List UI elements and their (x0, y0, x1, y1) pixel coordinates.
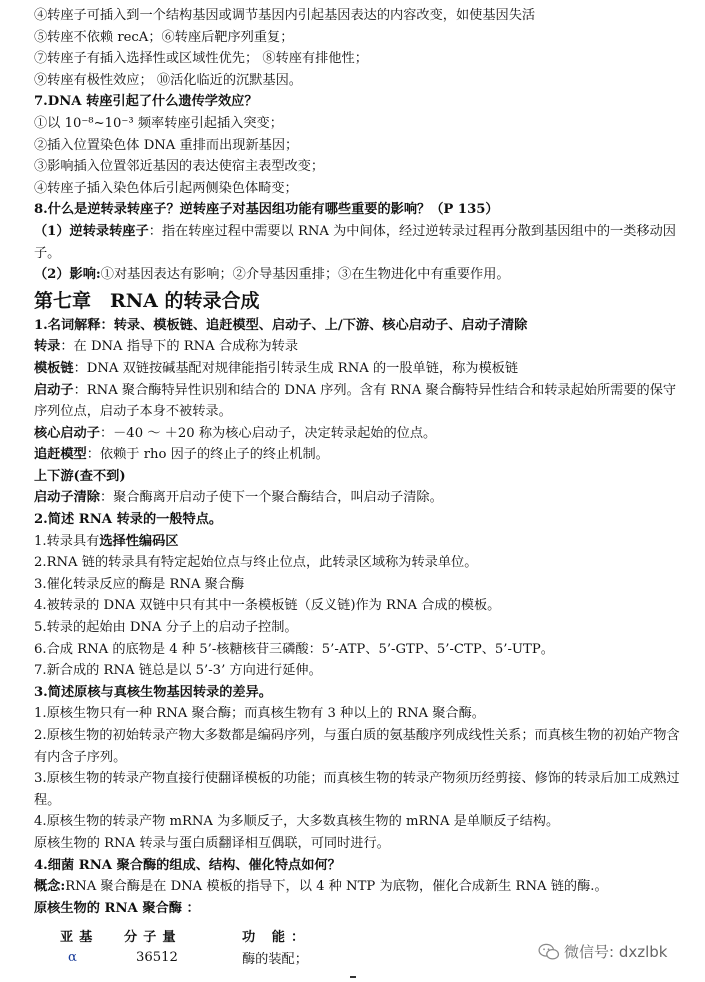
list-item: 2.RNA 链的转录具有特定起始位点与终止位点，此转录区域称为转录单位。 (34, 555, 478, 571)
definition (34, 423, 684, 445)
list-item: 6.合成 RNA 的底物是 4 种 5’-核糖核苷三磷酸：5’-ATP、5’-GTP、5’-CTP、5’-UTP。 (34, 641, 554, 657)
table-header-row (60, 924, 310, 946)
text-line: ⑦转座子有插入选择性或区域性优先； ⑧转座有排他性； (34, 51, 368, 67)
term-label: （1）逆转录转座子 (34, 223, 149, 239)
text-line: ①以 10⁻⁸~10⁻³ 频率转座引起插入突变； (34, 115, 283, 131)
paragraph (34, 221, 684, 264)
item-text: 1.转录具有 (34, 533, 100, 549)
table-cell: 酶的装配； (242, 951, 308, 967)
term-text: ①对基因表达有影响；②介导基因重排；③在生物进化中有重要作用。 (100, 267, 510, 283)
question-3-title: 3.简述原核与真核生物基因转录的差异。 (34, 684, 272, 700)
column-header: 功 能： (242, 929, 311, 945)
term-label: 追赶模型 (34, 447, 87, 463)
paragraph (34, 264, 684, 286)
text-line: ③影响插入位置邻近基因的表达使宿主表型改变； (34, 159, 325, 175)
term-label: 概念: (34, 879, 66, 895)
question-2-title: 2.简述 RNA 转录的一般特点。 (34, 512, 223, 528)
term-text: ：指在转座过程中需要以 RNA 为中间体，经过逆转录过程再分散到基因组中的一类移动因子。 (34, 223, 676, 261)
list-item: 3.催化转录反应的酶是 RNA 聚合酶 (34, 576, 245, 592)
term-label: 上下游(查不到) (34, 468, 126, 484)
subsection-title: 原核生物的 RNA 聚合酶 ： (34, 900, 200, 916)
definition (34, 444, 684, 466)
text-line: ⑤转座不依赖 recA；⑥转座后靶序列重复； (34, 29, 294, 45)
term-text: ：聚合酶离开启动子使下一个聚合酶结合，叫启动子清除。 (99, 490, 443, 506)
definition (34, 336, 684, 358)
definition (34, 487, 684, 509)
document-page (34, 5, 684, 919)
term-text: RNA 聚合酶是在 DNA 模板的指导下，以 4 种 NTP 为底物，催化合成新生 RNA 链的酶.。 (65, 879, 608, 895)
watermark-text: 微信号: dxzlbk (564, 943, 668, 961)
list-item: 1.原核生物只有一种 RNA 聚合酶；而真核生物有 3 种以上的 RNA 聚合酶。 (34, 706, 485, 722)
text-line: ②插入位置染色体 DNA 重排而出现新基因； (34, 137, 299, 153)
definition (34, 466, 684, 488)
term-label: 模板链 (34, 360, 74, 376)
term-text: ：依赖于 rho 因子的终止子的终止机制。 (86, 447, 329, 463)
table-cell: α (68, 949, 77, 965)
watermark (538, 941, 667, 962)
definition (34, 380, 684, 423)
term-text: ：RNA 聚合酶特异性识别和结合的 DNA 序列。含有 RNA 聚合酶特异性结合和转录起始所需要的保守序列位点，启动子本身不被转录。 (34, 382, 677, 420)
term-text: ：－40 ～ ＋20 称为核心启动子，决定转录起始的位点。 (99, 425, 437, 441)
term-text: ：DNA 双链按碱基配对规律能指引转录生成 RNA 的一股单链，称为模板链 (73, 360, 519, 376)
table-cell: 36512 (136, 949, 178, 965)
list-item: 4.被转录的 DNA 双链中只有其中一条模板链（反义链)作为 RNA 合成的模板。 (34, 598, 501, 614)
question-4-title: 4.细菌 RNA 聚合酶的组成、结构、催化特点如何？ (34, 857, 341, 873)
question-8-title: 8.什么是逆转录转座子？逆转座子对基因组功能有哪些重要的影响？（P 135） (34, 202, 499, 218)
concept-line (34, 876, 684, 898)
question-7-title: 7.DNA 转座引起了什么遗传学效应？ (34, 94, 258, 110)
page-marker (350, 976, 356, 978)
item-bold-text: 选择性编码区 (99, 533, 179, 549)
chapter-title: 第七章 RNA 的转录合成 (34, 289, 260, 312)
text-line: ④转座子插入染色体后引起两侧染色体畸变； (34, 180, 298, 196)
term-label: 转录 (34, 339, 61, 355)
list-item: 2.原核生物的初始转录产物大多数都是编码序列，与蛋白质的氨基酸序列成线性关系；而真核生物的初始产物含有内含子序列。 (34, 728, 680, 765)
term-label: 启动子清除 (34, 490, 100, 506)
list-item: 4.原核生物的转录产物 mRNA 为多顺反子，大多数真核生物的 mRNA 是单顺反子结构。 (34, 814, 560, 830)
column-header: 亚基 (60, 929, 99, 945)
question-1-title: 1.名词解释：转录、模板链、追赶模型、启动子、上/下游、核心启动子、启动子清除 (34, 317, 528, 333)
list-item: 7.新合成的 RNA 链总是以 5’-3’ 方向进行延伸。 (34, 663, 322, 679)
definition (34, 358, 684, 380)
column-header: 分子量 (124, 929, 182, 945)
list-item: 原核生物的 RNA 转录与蛋白质翻译相互偶联，可同时进行。 (34, 835, 390, 851)
subunit-table (60, 924, 310, 968)
text-line: ④转座子可插入到一个结构基因或调节基因内引起基因表达的内容改变，如使基因失活 (34, 8, 536, 23)
table-row (60, 946, 310, 968)
list-item: 5.转录的起始由 DNA 分子上的启动子控制。 (34, 620, 298, 636)
term-label: 启动子 (34, 382, 74, 398)
list-item (34, 531, 684, 553)
text-line: ⑨转座有极性效应； ⑩活化临近的沉默基因。 (34, 72, 302, 88)
wechat-icon (538, 943, 560, 961)
list-item: 3.原核生物的转录产物直接行使翻译模板的功能；而真核生物的转录产物须历经剪接、修饰的转录后加工成熟过程。 (34, 771, 680, 808)
term-text: ：在 DNA 指导下的 RNA 合成称为转录 (60, 339, 299, 355)
term-label: （2）影响: (34, 267, 101, 283)
term-label: 核心启动子 (34, 425, 100, 441)
